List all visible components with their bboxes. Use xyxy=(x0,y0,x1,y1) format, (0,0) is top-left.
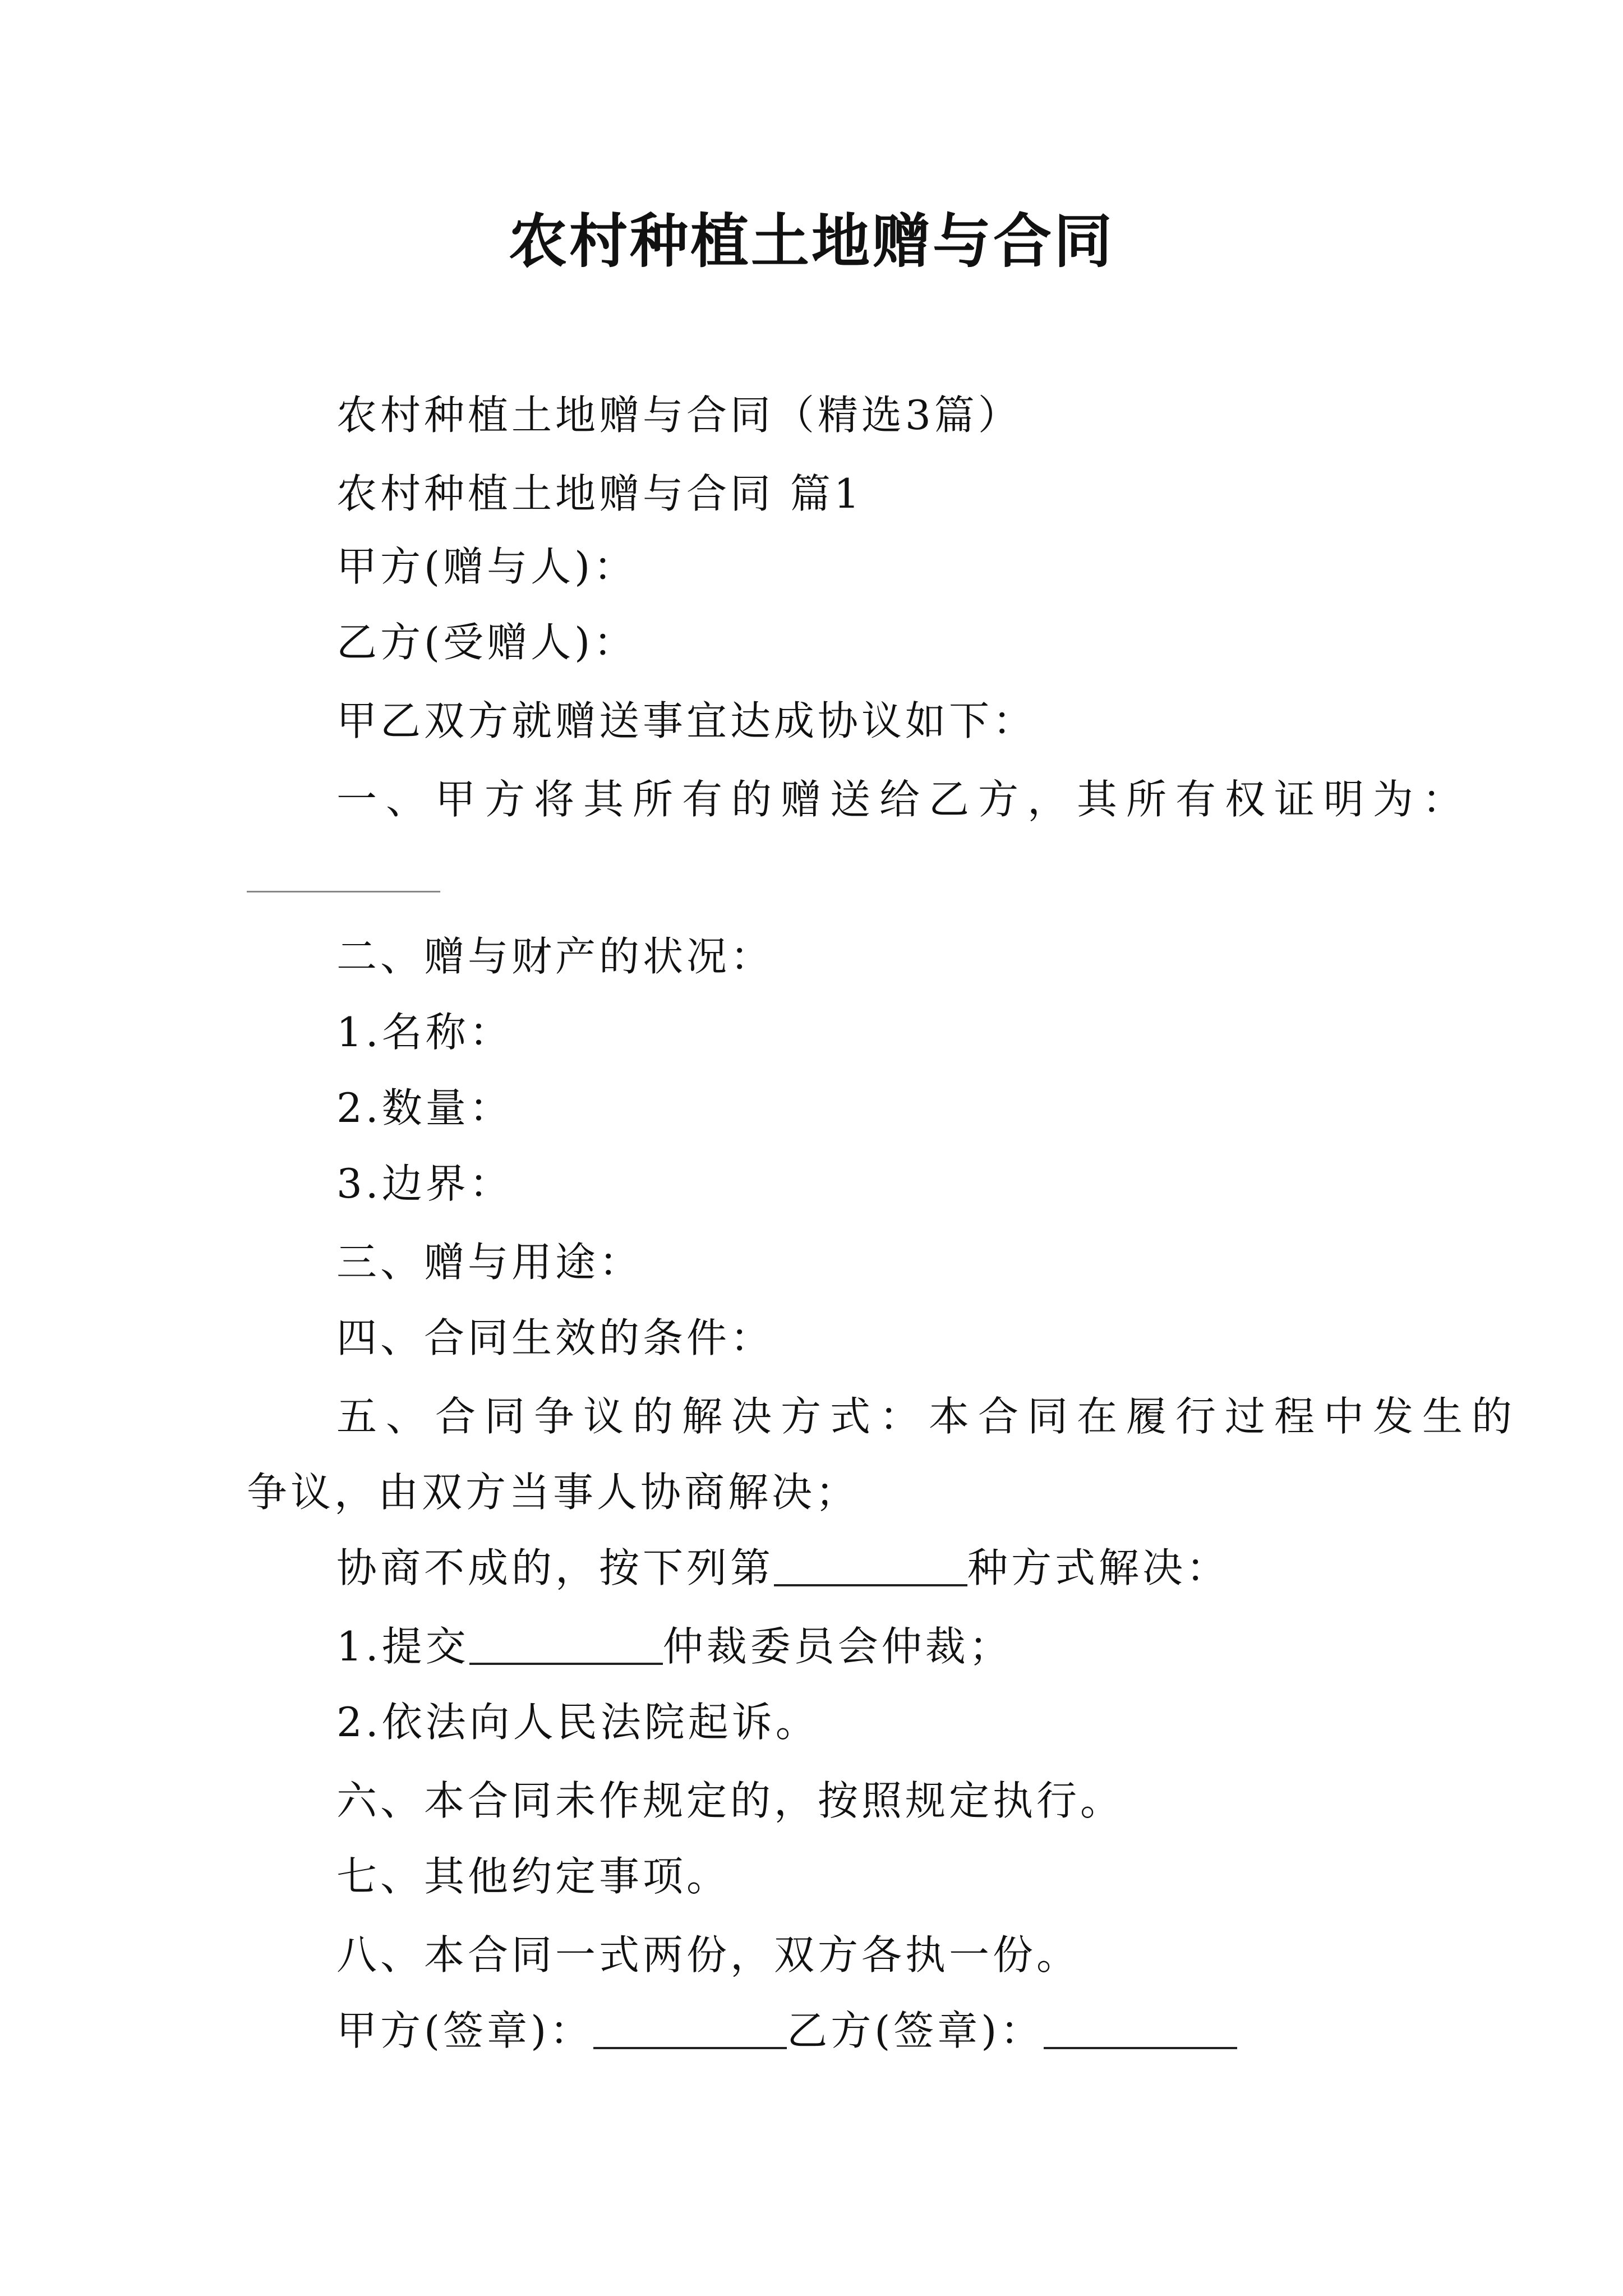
clause-6: 六、本合同未作规定的，按照规定执行。 xyxy=(336,1777,1124,1824)
party-a-signature-label: 甲方(签章)： xyxy=(336,2007,594,2054)
arbitration-blank xyxy=(469,1663,663,1665)
party-b-signature-label: 乙方(签章)： xyxy=(787,2007,1044,2054)
dispute-options-suffix: 种方式解决： xyxy=(967,1544,1230,1591)
clause-2-item-1: 1.名称： xyxy=(336,1009,513,1056)
clause-8: 八、本合同一式两份，双方各执一份。 xyxy=(336,1931,1081,1978)
dispute-options-text: 协商不成的，按下列第 xyxy=(336,1544,774,1591)
clause-5: 五、合同争议的解决方式：本合同在履行过程中发生的 xyxy=(336,1393,1521,1440)
arbitration-prefix: 1.提交 xyxy=(336,1623,469,1670)
clause-7: 七、其他约定事项。 xyxy=(336,1853,731,1900)
clause-5-continued: 争议，由双方当事人协商解决； xyxy=(247,1469,860,1516)
clause-1: 一、甲方将其所有的赠送给乙方，其所有权证明为： xyxy=(336,776,1472,823)
section-heading: 农村种植土地赠与合同 篇1 xyxy=(336,470,863,517)
party-a-signature-blank xyxy=(593,2047,787,2049)
clause-2-item-3: 3.边界： xyxy=(336,1160,513,1207)
litigation-line: 2.依法向人民法院起诉。 xyxy=(336,1699,819,1746)
arbitration-suffix: 仲裁委员会仲裁； xyxy=(662,1623,1013,1670)
ownership-blank-line xyxy=(247,891,440,892)
clause-4: 四、合同生效的条件： xyxy=(336,1314,774,1361)
clause-2: 二、赠与财产的状况： xyxy=(336,933,774,980)
subtitle-line: 农村种植土地赠与合同（精选3篇） xyxy=(336,392,1022,439)
document-title: 农村种植土地赠与合同 xyxy=(508,207,1114,275)
clause-3: 三、赠与用途： xyxy=(336,1239,643,1286)
clause-2-item-2: 2.数量： xyxy=(336,1084,513,1131)
option-number-blank xyxy=(774,1584,967,1586)
arbitration-line xyxy=(336,1618,1013,1674)
party-b-signature-blank xyxy=(1044,2047,1237,2049)
dispute-options-line xyxy=(336,1540,1230,1596)
signature-line xyxy=(336,2003,1237,2059)
party-a-line: 甲方(赠与人)： xyxy=(336,543,638,590)
agreement-intro: 甲乙双方就赠送事宜达成协议如下： xyxy=(336,697,1037,744)
party-b-line: 乙方(受赠人)： xyxy=(336,619,638,666)
